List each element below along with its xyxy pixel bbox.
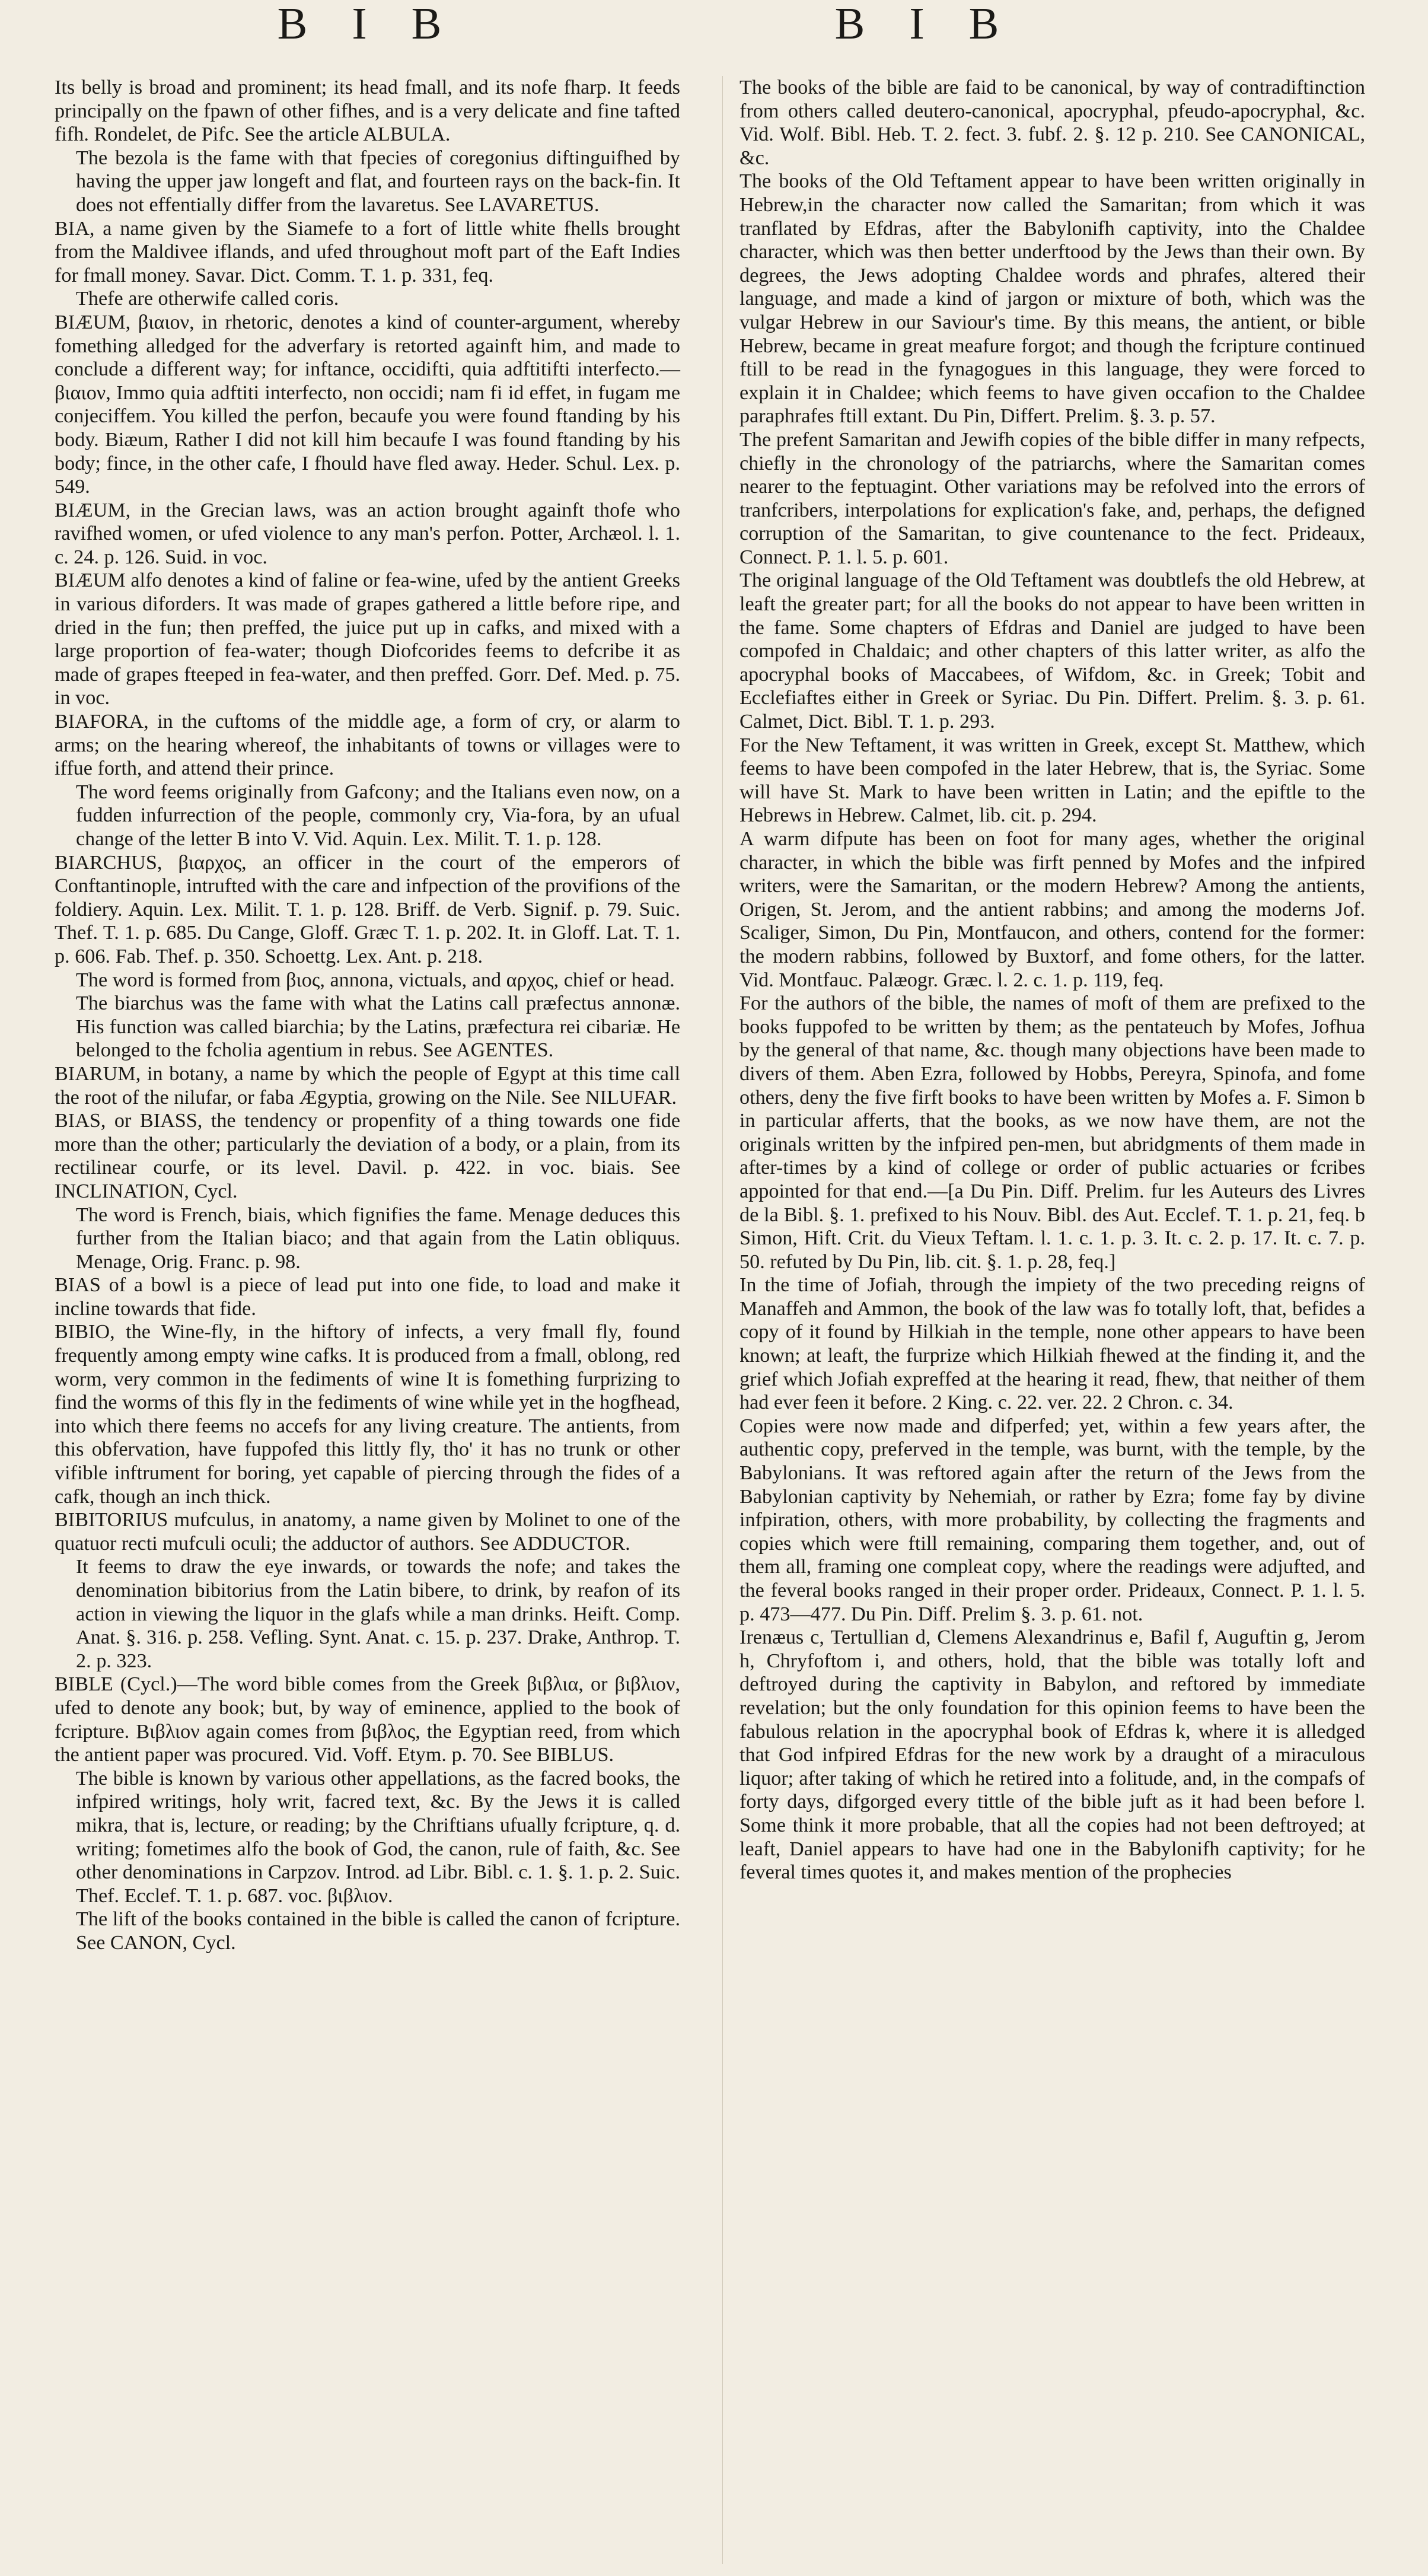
entry-biaeum-wine: BIÆUM alfo denotes a kind of faline or fea-wine, ufed by the antient Greeks in various diforders. It was made of grapes gathered a little before ripe, and dried in the fun; then preffed, the juice put up in cafks, and mixed with a large proportion of fea-water; though Diofcorides feems to defcribe it as made of grapes fteeped in fea-water, and then preffed. Gorr. Def. Med. p. 75. in voc. bbox=[55, 569, 680, 709]
entry-bibitorius: BIBITORIUS mufculus, in anatomy, a name given by Molinet to one of the quatuor recti mufculi oculi; the adductor of authors. See ADDUCTOR. bbox=[55, 1509, 680, 1555]
entry-bias: BIAS, or BIASS, the tendency or propenfity of a thing towards one fide more than the other; particularly the deviation of a body, or a plain, from its rectilinear courfe, or its level. Davil. p. 422. in voc. biais. See INCLINATION, Cycl. bbox=[55, 1110, 680, 1202]
entry-bibio: BIBIO, the Wine-fly, in the hiftory of infects, a very fmall fly, found frequently among empty wine cafks. It is produced from a fmall, oblong, red worm, very common in the fediments of wine It is fomething furprizing to find the worms of this fly in the fediments of wine while yet in the hogfhead, into which there feems no accefs for any living creature. The antients, from this obfervation, have fuppofed this littly fly, tho' it has no trunk or other vifible inftrument for boring, yet capable of piercing through the fides of a cafk, though an inch thick. bbox=[55, 1321, 680, 1508]
paragraph: The bezola is the fame with that fpecies of coregonius diftinguifhed by having the upper jaw longeft and flat, and fourteen rays on the back-fin. It does not effentially differ from the lavaretus. See LAVARETUS. bbox=[76, 147, 680, 216]
paragraph: The word feems originally from Gafcony; and the Italians even now, on a fudden infurrection of the people, commonly cry, Via-fora, by an ufual change of the letter B into V. Vid. Aquin. Lex. Milit. T. 1. p. 128. bbox=[76, 781, 680, 850]
paragraph: The books of the bible are faid to be canonical, by way of contradiftinction from others called deutero-canonical, apocryphal, pfeudo-apocryphal, &c. Vid. Wolf. Bibl. Heb. T. 2. fect. 3. fubf. 2. §. 12 p. 210. See CANONICAL, &c. bbox=[740, 77, 1365, 169]
paragraph: The original language of the Old Teftament was doubtlefs the old Hebrew, at leaft the greater part; for all the books do not appear to have been written in the fame. Some chapters of Efdras and Daniel are judged to have been compofed in Chaldaic; and other chapters of this latter writer, as alfo the apocryphal books of Maccabees, of Wifdom, &c. in Greek; Tobit and Ecclefiaftes either in Greek or Syriac. Du Pin. Differt. Prelim. §. 3. p. 61. Calmet, Dict. Bibl. T. 1. p. 293. bbox=[740, 569, 1365, 733]
paragraph: For the authors of the bible, the names of moft of them are prefixed to the books fuppofed to be written by them; as the pentateuch by Mofes, Jofhua by the general of that name, &c. though many objections have been made to divers of them. Aben Ezra, followed by Hobbs, Pereyra, Spinofa, and fome others, deny the five firft books to have been written by Mofes a. F. Simon b in particular afferts, that the books, as we now have them, are not the originals written by the infpired pen-men, but abridgments of them made in after-times by a kind of college or order of public actuaries or fcribes appointed for that end.—[a Du Pin. Diff. Prelim. fur les Auteurs des Livres de la Bibl. §. 1. prefixed to his Nouv. Bibl. des Aut. Ecclef. T. 1. p. 21, feq. b Simon, Hift. Crit. du Vieux Teftam. l. 1. c. 1. p. 3. It. c. 2. p. 17. It. c. 7. p. 50. refuted by Du Pin, lib. cit. §. 1. p. 28, feq.] bbox=[740, 992, 1365, 1273]
paragraph: The word is formed from βιος, annona, victuals, and αρχος, chief or head. bbox=[76, 969, 675, 991]
paragraph: A warm difpute has been on foot for many ages, whether the original character, in which the bible was firft penned by Mofes and the infpired writers, were the Samaritan, or the modern Hebrew? Among the antients, Origen, St. Jerom, and the antient rabbins; and among the moderns Jof. Scaliger, Simon, Du Pin, Montfaucon, and others, contend for the former: the modern rabbins, followed by Buxtorf, and fome others, for the latter. Vid. Montfauc. Palæogr. Græc. l. 2. c. 1. p. 119, feq. bbox=[740, 828, 1365, 991]
entry-biaeum-laws: BIÆUM, in the Grecian laws, was an action brought againft thofe who ravifhed women, or ufed violence to any man's perfon. Potter, Archæol. l. 1. c. 24. p. 126. Suid. in voc. bbox=[55, 499, 680, 568]
paragraph: The biarchus was the fame with what the Latins call præfectus annonæ. His function was called biarchia; by the Latins, præfectura rei cibariæ. He belonged to the fcholia agentium in rebus. See AGENTES. bbox=[76, 992, 680, 1062]
paragraph: The books of the Old Teftament appear to have been written originally in Hebrew,in the character now called the Samaritan; from which it was tranflated by Efdras, after the Babylonifh captivity, into the Chaldee character, which was then better underftood by the Jews than their own. By degrees, the Jews adopting Chaldee words and phrafes, altered their language, and made a kind of jargon or mixture of both, which was the vulgar Hebrew in our Saviour's time. By this means, the antient, or bible Hebrew, became in great meafure forgot; and though the fcripture continued ftill to be read in the fynagogues in this language, they were forced to explain it in Chaldee; which feems to have given occafion to the Chaldee paraphrafes ftill extant. Du Pin, Differt. Prelim. §. 3. p. 57. bbox=[740, 170, 1365, 428]
right-running-head: B I B bbox=[834, 0, 1016, 49]
left-running-head: B I B bbox=[277, 0, 458, 49]
paragraph: Irenæus c, Tertullian d, Clemens Alexandrinus e, Bafil f, Auguftin g, Jerom h, Chryfoftom i, and others, hold, that the bible was totally loft and deftroyed during the captivity in Babylon, and reftored by immediate revelation; but the only foundation for this opinion feems to have been the fabulous relation in the apocryphal book of Efdras k, where it is alledged that God infpired Efdras for the new work by a draught of a miraculous liquor; after taking of which he retired into a folitude, and, in the compafs of forty days, difgorged every tittle of the bible juft as it had been before l. Some think it more probable, that all the copies had not been deftroyed; at leaft, Daniel appears to have had one in the Babylonifh captivity; for he feveral times quotes it, and makes mention of the prophecies bbox=[740, 1626, 1365, 1884]
paragraph: Thefe are otherwife called coris. bbox=[76, 288, 339, 310]
paragraph: It feems to draw the eye inwards, or towards the nofe; and takes the denomination bibitorius from the Latin bibere, to drink, by reafon of its action in viewing the liquor in the glafs while a man drinks. Heift. Comp. Anat. §. 316. p. 258. Vefling. Synt. Anat. c. 15. p. 237. Drake, Anthrop. T. 2. p. 323. bbox=[76, 1556, 680, 1672]
entry-bia: BIA, a name given by the Siamefe to a fort of little white fhells brought from the Maldivee iflands, and ufed throughout moft part of the Eaft Indies for fmall money. Savar. Dict. Comm. T. 1. p. 331, feq. bbox=[55, 217, 680, 286]
entry-biarchus: BIARCHUS, βιαρχος, an officer in the court of the emperors of Conftantinople, intrufted with the care and infpection of the provifions of the foldiery. Aquin. Lex. Milit. T. 1. p. 128. Briff. de Verb. Signif. p. 79. Suic. Thef. T. 1. p. 685. Du Cange, Gloff. Græc T. 1. p. 202. It. in Gloff. Lat. T. 1. p. 606. Fab. Thef. p. 350. Schoettg. Lex. Ant. p. 218. bbox=[55, 851, 680, 967]
paragraph: The prefent Samaritan and Jewifh copies of the bible differ in many refpects, chiefly in the chronology of the patriarchs, where the Samaritan comes nearer to the feptuagint. Other variations may be refolved into the errors of tranfcribers, interpolations for explication's fake, and, perhaps, the defigned corruption of the Samaritan, to give countenance to the fect. Prideaux, Connect. P. 1. l. 5. p. 601. bbox=[740, 428, 1365, 568]
entry-bias-bowl: BIAS of a bowl is a piece of lead put into one fide, to load and make it incline towards that fide. bbox=[55, 1274, 680, 1320]
column-divider bbox=[722, 76, 723, 2564]
left-column bbox=[55, 76, 680, 1955]
paragraph: For the New Teftament, it was written in Greek, except St. Matthew, which feems to have been compofed in the later Hebrew, that is, the Syriac. Some will have St. Mark to have been written in Latin; and the epiftle to the Hebrews in Hebrew. Calmet, lib. cit. p. 294. bbox=[740, 734, 1365, 827]
entry-biarum: BIARUM, in botany, a name by which the people of Egypt at this time call the root of the nilufar, or faba Ægyptia, growing on the Nile. See NILUFAR. bbox=[55, 1062, 680, 1109]
right-column bbox=[740, 76, 1365, 1884]
paragraph: The lift of the books contained in the bible is called the canon of fcripture. See CANON, Cycl. bbox=[76, 1908, 680, 1954]
entry-biafora: BIAFORA, in the cuftoms of the middle age, a form of cry, or alarm to arms; on the hearing whereof, the inhabitants of towns or villages were to iffue forth, and attend their prince. bbox=[55, 711, 680, 780]
paragraph: In the time of Jofiah, through the impiety of the two preceding reigns of Manaffeh and Ammon, the book of the law was fo totally loft, that, befides a copy of it found by Hilkiah in the temple, none other appears to have been known; at leaft, the furprize which Hilkiah fhewed at the finding it, and the grief which Jofiah expreffed at the hearing it read, fhew, that neither of them had ever feen it before. 2 King. c. 22. ver. 22. 2 Chron. c. 34. bbox=[740, 1274, 1365, 1414]
paragraph: The word is French, biais, which fignifies the fame. Menage deduces this further from the Italian biaco; and that again from the Latin obliquus. Menage, Orig. Franc. p. 98. bbox=[76, 1203, 680, 1273]
paragraph: Copies were now made and difperfed; yet, within a few years after, the authentic copy, preferved in the temple, was burnt, with the temple, by the Babylonians. It was reftored again after the return of the Jews from the Babylonian captivity by Nehemiah, or rather by Ezra; fome fay by divine infpiration, others, with more probability, by collecting the fragments and copies which were ftill remaining, comparing them together, and, out of them all, framing one compleat copy, where the readings were adjufted, and the feveral books ranged in their proper order. Prideaux, Connect. P. 1. l. 5. p. 473—477. Du Pin. Diff. Prelim §. 3. p. 61. not. bbox=[740, 1415, 1365, 1625]
entry-bible: BIBLE (Cycl.)—The word bible comes from the Greek βιβλια, or βιβλιον, ufed to denote any book; but, by way of eminence, applied to the book of fcripture. Βιβλιον again comes from βιβλος, the Egyptian reed, from which the antient paper was procured. Vid. Voff. Etym. p. 70. See BIBLUS. bbox=[55, 1673, 680, 1766]
paragraph: Its belly is broad and prominent; its head fmall, and its nofe fharp. It feeds principally on the fpawn of other fifhes, and is a very delicate and fine tafted fifh. Rondelet, de Pifc. See the article ALBULA. bbox=[55, 77, 680, 146]
paragraph: The bible is known by various other appellations, as the facred books, the infpired writings, holy writ, facred text, &c. By the Jews it is called mikra, that is, lecture, or reading; by the Chriftians ufually fcripture, q. d. writing; fometimes alfo the book of God, the canon, rule of faith, &c. See other denominations in Carpzov. Introd. ad Libr. Bibl. c. 1. §. 1. p. 2. Suic. Thef. Ecclef. T. 1. p. 687. voc. βιβλιον. bbox=[76, 1767, 680, 1907]
entry-biaeum-rhetoric: BIÆUM, βιαιον, in rhetoric, denotes a kind of counter-argument, whereby fomething alledged for the adverfary is retorted againft him, and made to conclude a different way; for inftance, occidifti, quia adftitifti interfecto.—βιαιον, Immo quia adftiti interfecto, non occidi; nam fi id effet, in fugam me conjeciffem. You killed the perfon, becaufe you were found ftanding by his body. Biæum, Rather I did not kill him becaufe I was found ftanding by his body; fince, in the other cafe, I fhould have fled away. Heder. Schul. Lex. p. 549. bbox=[55, 311, 680, 498]
